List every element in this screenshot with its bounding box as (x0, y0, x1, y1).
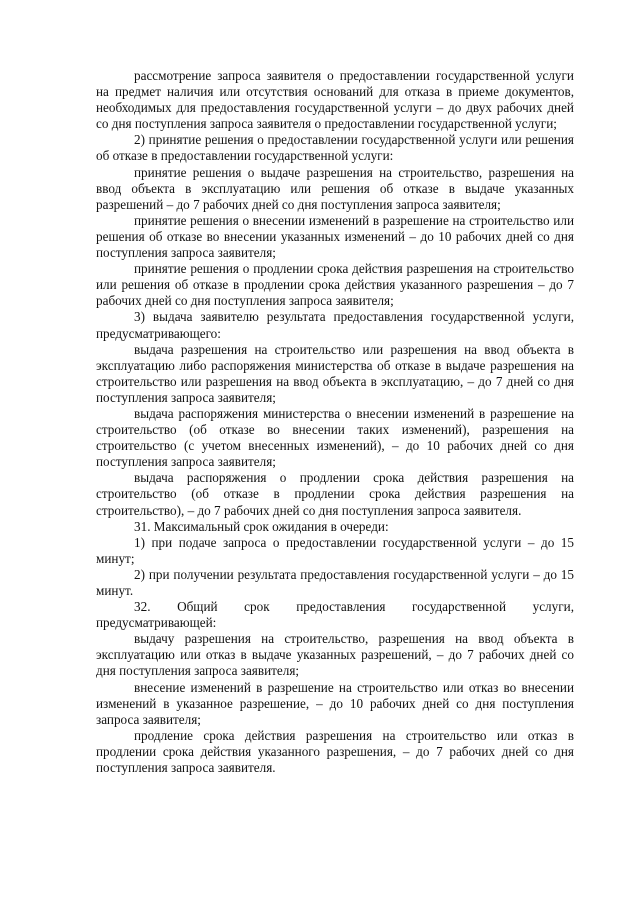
paragraph-issuance: 3) выдача заявителю результата предоставления государственной услуги, предусматривающего: (96, 309, 574, 341)
paragraph-issuance-amendments: выдача распоряжения министерства о внесении изменений в разрешение на строительство (об отказе во внесении таких изменений), разрешения на строительство (с учетом внесенных изменений), – до 10 рабочих дней со дня поступления запроса заявителя; (96, 405, 574, 470)
paragraph-issuance-permits: выдача разрешения на строительство или разрешения на ввод объекта в эксплуатацию либо распоряжения министерства об отказе в выдаче разрешения на строительство или разрешения на ввод объекта в эксплуатацию, – до 7 дней со дня поступления запроса заявителя; (96, 341, 574, 405)
paragraph-decision-amendments: принятие решения о внесении изменений в разрешение на строительство или решения об отказе во внесении указанных изменений – до 10 рабочих дней со дня поступления запроса заявителя; (96, 212, 574, 261)
paragraph-queue-submission: 1) при подаче запроса о предоставлении государственной услуги – до 15 минут; (96, 534, 574, 566)
paragraph-decision-permits: принятие решения о выдаче разрешения на строительство, разрешения на ввод объекта в эксплуатацию или решения об отказе в выдаче указанных разрешений – до 7 рабочих дней со дня поступления запроса заявителя; (96, 164, 574, 212)
document-body (96, 68, 574, 776)
paragraph-term-extension: продление срока действия разрешения на строительство или отказ в продлении срока действия указанного разрешения, – до 7 рабочих дней со дня поступления запроса заявителя. (96, 727, 574, 776)
paragraph-queue-result: 2) при получении результата предоставления государственной услуги – до 15 минут. (96, 566, 574, 598)
paragraph-term-amendments: внесение изменений в разрешение на строительство или отказ во внесении изменений в указанное разрешение, – до 10 рабочих дней со дня поступления запроса заявителя; (96, 679, 574, 727)
paragraph-item-32: 32. Общий срок предоставления государственной услуги, предусматривающей: (96, 599, 574, 631)
paragraph-consideration: рассмотрение запроса заявителя о предоставлении государственной услуги на предмет наличия или отсутствия оснований для отказа в приеме документов, необходимых для предоставления государственной услуги – до двух рабочих дней со дня поступления запроса заявителя о предоставлении государственной услуги; (96, 68, 574, 132)
paragraph-item-31: 31. Максимальный срок ожидания в очереди: (134, 518, 389, 534)
paragraph-decision: 2) принятие решения о предоставлении государственной услуги или решения об отказе в предоставлении государственной услуги: (96, 132, 574, 164)
paragraph-term-permits: выдачу разрешения на строительство, разрешения на ввод объекта в эксплуатацию или отказ в выдаче указанных разрешений, – до 7 рабочих дней со дня поступления запроса заявителя; (96, 631, 574, 679)
paragraph-decision-extension: принятие решения о продлении срока действия разрешения на строительство или решения об отказе в продлении срока действия указанного разрешения – до 7 рабочих дней со дня поступления запроса заявителя; (96, 261, 574, 309)
paragraph-issuance-extension: выдача распоряжения о продлении срока действия разрешения на строительство (об отказе в продлении срока действия разрешения на строительство), – до 7 рабочих дней со дня поступления запроса заявителя. (96, 470, 574, 518)
